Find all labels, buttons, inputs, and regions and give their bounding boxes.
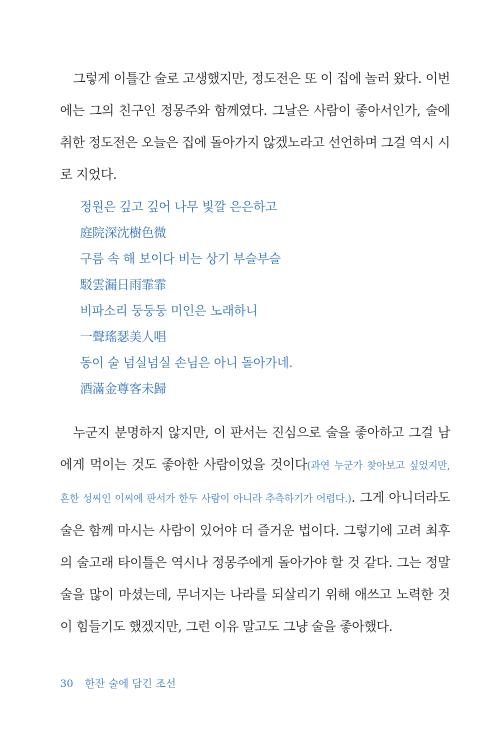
paragraph-2-before-note: 누군지 분명하지 않지만, 이 판서는 진심으로 술을 좋아하고 그걸 남에게 먹이는 것도 좋아한 사람이었을 것이다 <box>60 426 450 473</box>
body-text-top <box>60 64 450 192</box>
editorial-note: (과연 누군가 찾아보고 싶었지만, 흔한 성씨인 이씨에 판서가 한두 사람이 아니라 추측하기가 어렵다.) <box>60 461 450 505</box>
paragraph-2-after-note: . 그게 아니더라도 술은 함께 마시는 사람이 있어야 더 즐거운 법이다. 그렇기에 고려 최후의 술고래 타이틀은 역시나 정몽주에게 돌아가야 할 것 같다. 그는 정말 술을 많이 마셨는데, 무너지는 나라를 되살리기 위해 애쓰고 노력한 것이 힘들기도 했겠지만, 그런 이유 말고도 그냥 술을 좋아했다. <box>60 491 450 635</box>
body-text-bottom <box>60 418 450 644</box>
poem-line-4-hanja: 酒滿金尊客未歸 <box>80 381 167 396</box>
book-title: 한잔 술에 담긴 조선 <box>84 678 176 690</box>
paragraph-1: 그렇게 이틀간 술로 고생했지만, 정도전은 또 이 집에 놀러 왔다. 이번에는 그의 친구인 정몽주와 함께였다. 그날은 사람이 좋아서인가, 술에 취한 정도전은 오늘은 집에 돌아가지 않겠노라고 선언하며 그걸 역시 시로 지었다. <box>60 72 450 183</box>
poem-block <box>80 194 440 402</box>
poem-line-3-korean: 비파소리 둥둥둥 미인은 노래하니 <box>80 303 258 318</box>
poem-line-2-korean: 구름 속 해 보이다 비는 상기 부슬부슬 <box>80 251 281 266</box>
page-number: 30 <box>60 678 74 690</box>
paragraph-2 <box>60 418 450 644</box>
page-footer <box>60 676 176 691</box>
poem-line-1-hanja: 庭院深沈樹色微 <box>80 225 167 240</box>
poem-line-1-korean: 정원은 깊고 깊어 나무 빛깔 은은하고 <box>80 199 277 214</box>
poem-line-3-hanja: 一聲瑤瑟美人唱 <box>80 329 167 344</box>
poem-line-2-hanja: 駁雲漏日雨霏霏 <box>80 277 167 292</box>
poem-line-4-korean: 동이 술 넘실넘실 손님은 아니 돌아가네. <box>80 355 293 370</box>
